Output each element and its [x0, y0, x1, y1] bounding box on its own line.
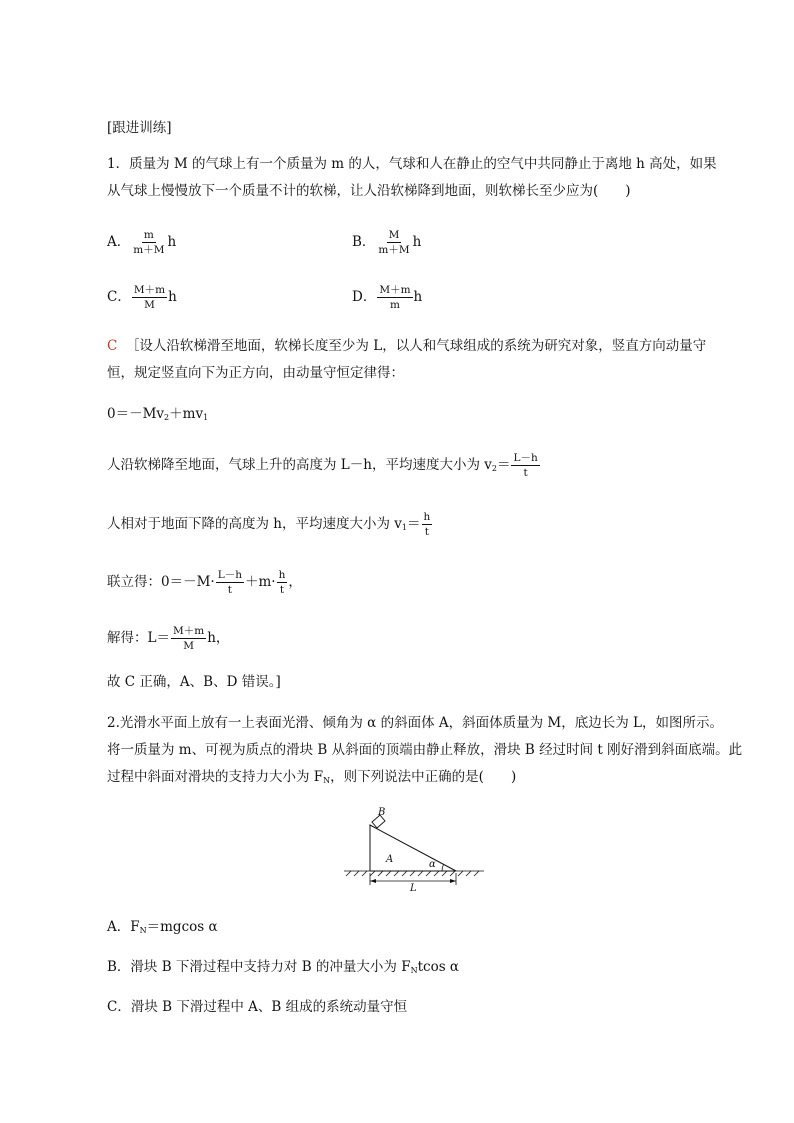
q1-option-a: A． $\frac{m}{m+M}$ h — [107, 229, 177, 256]
incline-wedge — [370, 825, 456, 871]
q1-option-b: B． $\frac{M}{m+M}$ h — [352, 229, 422, 256]
q1-option-c-fraction: $\frac{M+m}{M}$ — [133, 284, 166, 311]
q1-option-d: D． $\frac{M+m}{m}$ h — [352, 284, 423, 311]
q1-option-a-fraction: $\frac{m}{m+M}$ — [133, 229, 165, 256]
person-speed-fraction: $\frac{h}{t}$ — [423, 511, 431, 538]
q2-stem-line2: 将一质量为 m、可视为质点的滑块 B 从斜面的顶端由静止释放，滑块 B 经过时间 t 刚好滑到斜面底端。此 — [107, 742, 743, 758]
section-title: [跟进训练] — [107, 120, 172, 136]
q1-conclusion: 故 C 正确，A、B、D 错误。] — [107, 674, 281, 690]
q1-option-b-fraction: $\frac{M}{m+M}$ — [378, 229, 410, 256]
label-l: L — [410, 883, 417, 891]
label-b: B — [378, 807, 386, 818]
q1-equation-momentum: $0=-Mv_2+mv_1$ — [107, 406, 209, 422]
incline-figure — [342, 805, 490, 891]
q2-option-c: C．滑块 B 下滑过程中 A、B 组成的系统动量守恒 — [107, 999, 408, 1015]
q1-result-equation: 解得：L＝ $\frac{M+m}{M}$ h， — [107, 625, 230, 652]
q1-balloon-speed-line: 人沿软梯降至地面，气球上升的高度为 L－h，平均速度大小为 $v_2=$ $\frac{L-h}{t}$ — [107, 452, 538, 479]
q2-option-b: B．滑块 B 下滑过程中支持力对 B 的冲量大小为 $F_Ntcos$ α — [107, 959, 460, 975]
q1-person-speed-line: 人相对于地面下降的高度为 h，平均速度大小为 $v_1=$ $\frac{h}{t}$ — [107, 511, 431, 538]
arrow-left-icon — [370, 879, 376, 883]
q1-stem-line1: 1．质量为 M 的气球上有一个质量为 m 的人，气球和人在静止的空气中共同静止于离地 h 高处，如果 — [107, 156, 717, 172]
label-alpha: α — [429, 859, 436, 870]
q1-option-c: C． $\frac{M+m}{M}$ h — [107, 284, 177, 311]
q1-solution-line1: C ［设人沿软梯滑至地面，软梯长度至少为 L，以人和气球组成的系统为研究对象，竖直方向动量守 — [107, 338, 707, 354]
q2-option-a: A．$F_N=mgcos$ α — [107, 919, 218, 935]
q2-stem-line1: 2.光滑水平面上放有一上表面光滑、倾角为 α 的斜面体 A，斜面体质量为 M，底边长为 L，如图所示。 — [107, 715, 723, 731]
q1-stem-line2: 从气球上慢慢放下一个质量不计的软梯，让人沿软梯降到地面，则软梯长至少应为( ) — [107, 183, 631, 199]
arrow-right-icon — [450, 879, 456, 883]
balloon-speed-fraction: $\frac{L-h}{t}$ — [513, 452, 538, 479]
label-a: A — [386, 854, 394, 865]
answer-letter: C — [107, 338, 118, 354]
q1-solution-line2: 恒，规定竖直向下为正方向，由动量守恒定律得： — [107, 365, 404, 381]
angle-arc — [442, 865, 444, 872]
q1-combined-equation: 联立得：0＝－M· $\frac{L-h}{t}$ ＋m· $\frac{h}{t}$ ， — [107, 569, 302, 596]
ground-hatching — [344, 871, 484, 876]
q1-option-d-fraction: $\frac{M+m}{m}$ — [379, 284, 411, 311]
q2-stem-line3: 过程中斜面对滑块的支持力大小为 $F_N$，则下列说法中正确的是( ) — [107, 769, 517, 785]
